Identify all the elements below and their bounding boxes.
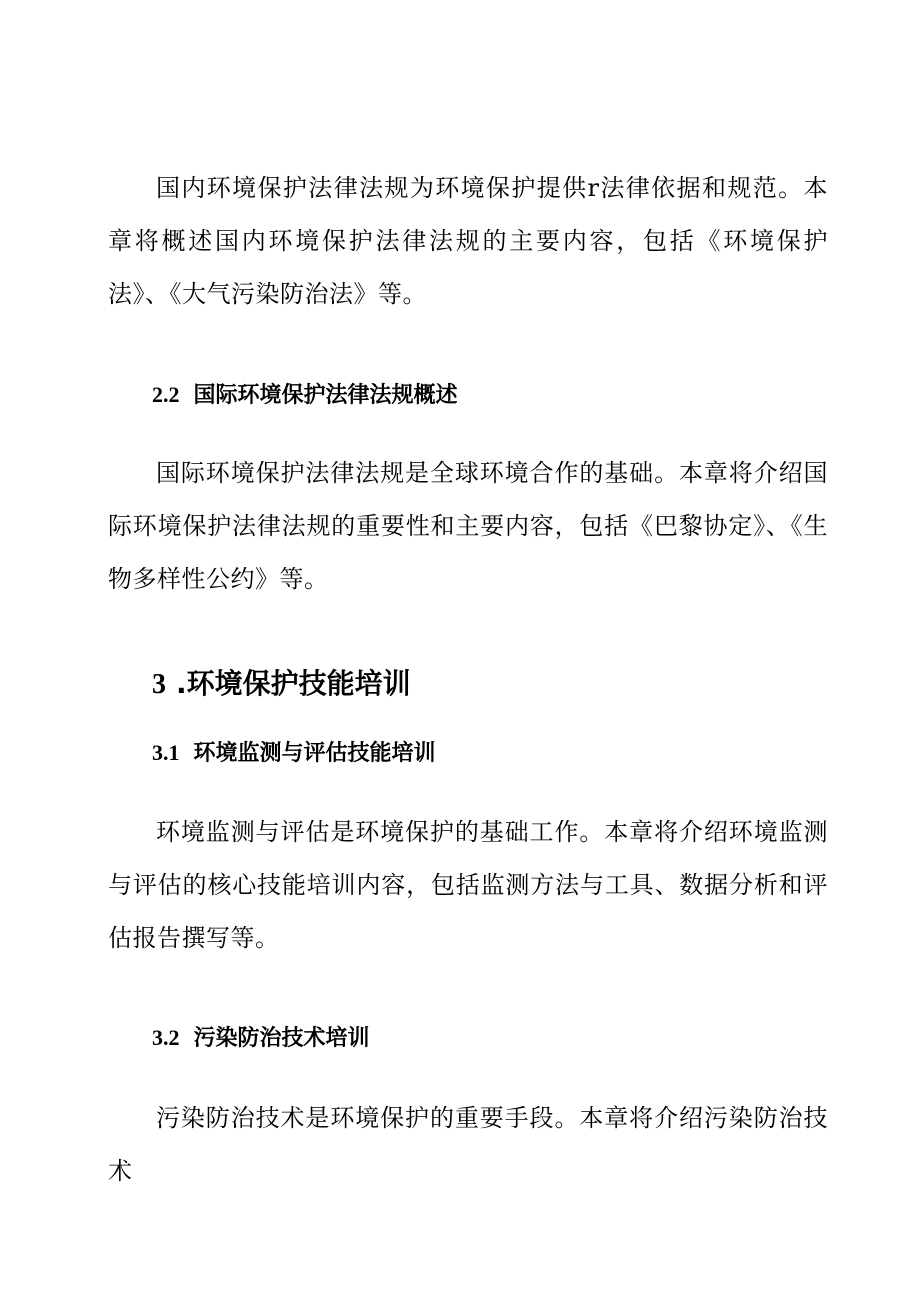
section-number: 3.1	[152, 740, 180, 765]
chapter-title: .环境保护技能培训	[176, 667, 411, 700]
paragraph-pollution-control: 污染防治技术是环境保护的重要手段。本章将介绍污染防治技术	[108, 1104, 828, 1185]
section-heading-3-2	[152, 1023, 370, 1054]
chapter-number: 3	[152, 669, 166, 700]
section-title: 污染防治技术培训	[193, 1026, 370, 1051]
section-title: 国际环境保护法律法规概述	[193, 383, 458, 408]
section-number: 2.2	[152, 382, 180, 407]
paragraph-domestic-laws: 国内环境保护法律法规为环境保护提供r法律依据和规范。本章将概述国内环境保护法律法规的主要内容，包括《环境保护法》、《大气污染防治法》等。	[108, 174, 828, 308]
section-heading-3-1	[152, 738, 436, 769]
paragraph-monitoring-assessment: 环境监测与评估是环境保护的基础工作。本章将介绍环境监测与评估的核心技能培训内容，包括监测方法与工具、数据分析和评估报告撰写等。	[108, 818, 828, 952]
chapter-heading-3	[152, 666, 411, 703]
section-heading-2-2	[152, 380, 458, 411]
section-number: 3.2	[152, 1025, 180, 1050]
paragraph-international-laws: 国际环境保护法律法规是全球环境合作的基础。本章将介绍国际环境保护法律法规的重要性和主要内容，包括《巴黎协定》、《生物多样性公约》等。	[108, 459, 828, 593]
section-title: 环境监测与评估技能培训	[193, 741, 436, 766]
